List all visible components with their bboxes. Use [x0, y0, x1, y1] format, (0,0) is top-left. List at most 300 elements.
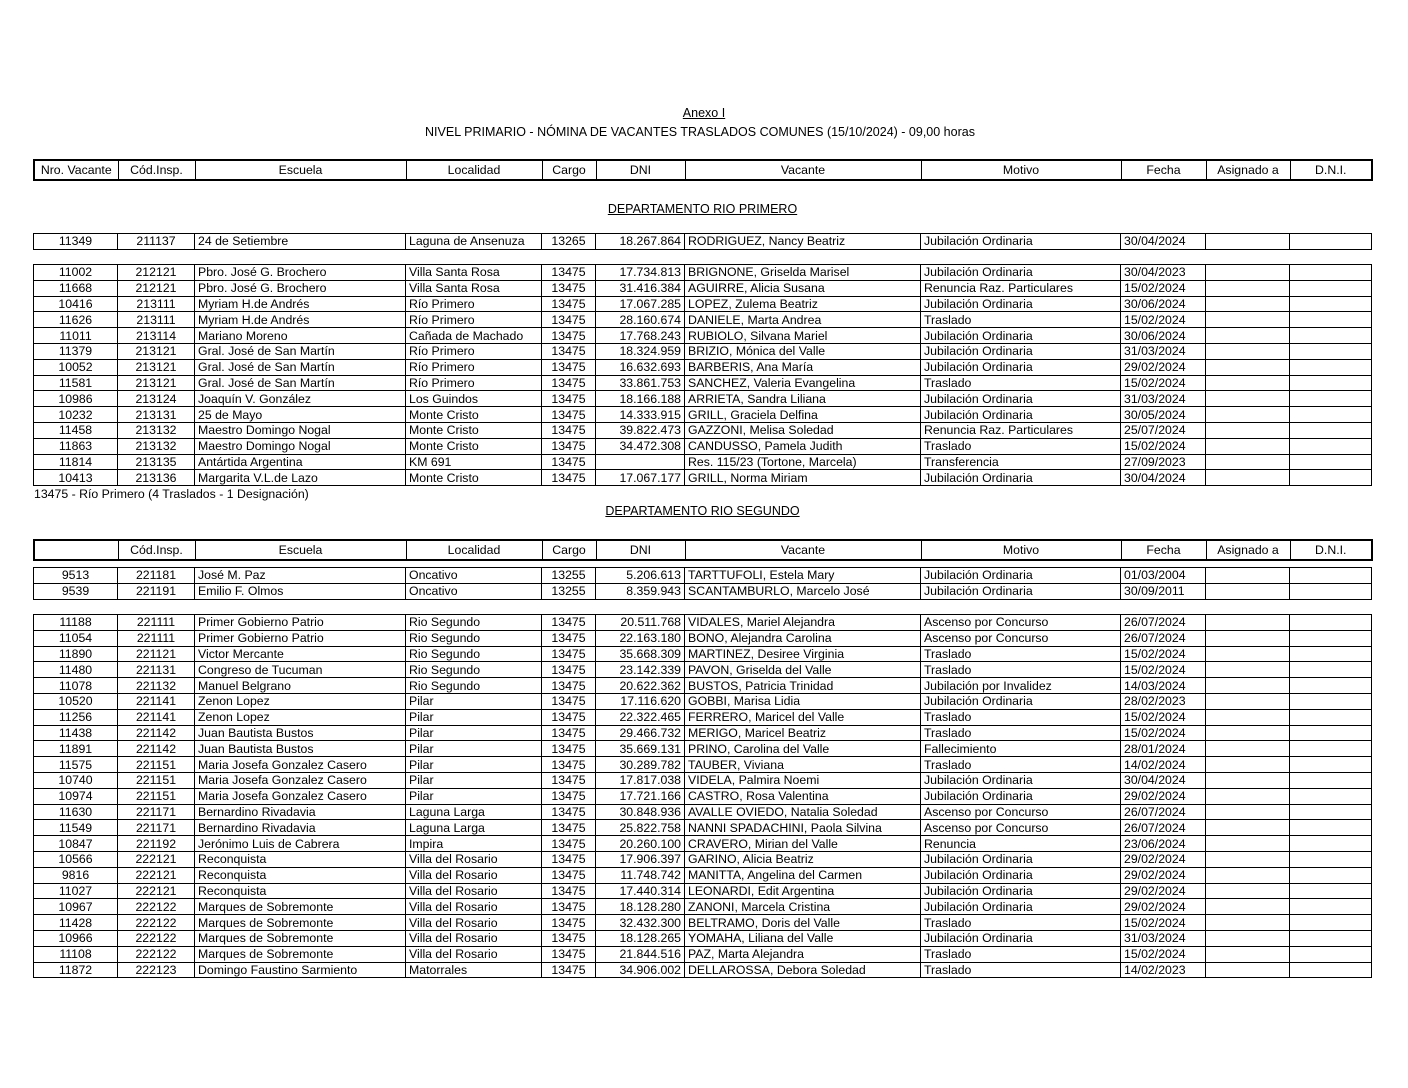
table-row [34, 568, 1372, 584]
column-header-cod-insp: Cód.Insp. [118, 160, 195, 180]
cell-asignado-a [1206, 836, 1290, 852]
cell-motivo: Traslado [921, 646, 1121, 662]
cell-motivo: Jubilación Ordinaria [921, 265, 1121, 281]
cell-motivo: Jubilación Ordinaria [921, 407, 1121, 423]
cell-asignado-a [1206, 930, 1290, 946]
cell-asignado-a [1206, 788, 1290, 804]
cell-fecha: 30/05/2024 [1121, 407, 1206, 423]
cell-asignado-a [1206, 296, 1290, 312]
cell-dni: 23.142.339 [596, 662, 685, 678]
cell-escuela: Juan Bautista Bustos [195, 741, 406, 757]
cell-dni-asignado [1290, 296, 1372, 312]
cell-localidad: Villa Santa Rosa [406, 280, 542, 296]
column-header-dni-asignado: D.N.I. [1290, 160, 1372, 180]
cell-fecha: 01/03/2004 [1121, 568, 1206, 584]
cell-escuela: Reconquista [195, 883, 406, 899]
cell-nro-vacante: 11438 [34, 725, 118, 741]
cell-vacante: PAZ, Marta Alejandra [685, 946, 921, 962]
table-row [34, 343, 1372, 359]
cell-dni: 29.466.732 [596, 725, 685, 741]
cell-dni [596, 454, 685, 470]
table-row [34, 454, 1372, 470]
cell-motivo: Jubilación Ordinaria [921, 788, 1121, 804]
cell-motivo: Traslado [921, 709, 1121, 725]
cell-cargo: 13475 [542, 757, 596, 773]
cell-localidad: Rio Segundo [406, 662, 542, 678]
cell-vacante: ARRIETA, Sandra Liliana [685, 391, 921, 407]
cell-dni-asignado [1290, 615, 1372, 631]
cell-vacante: GRILL, Graciela Delfina [685, 407, 921, 423]
column-header-escuela: Escuela [195, 160, 406, 180]
cell-vacante: BELTRAMO, Doris del Valle [685, 915, 921, 931]
cell-cargo: 13475 [542, 662, 596, 678]
cell-nro-vacante: 11188 [34, 615, 118, 631]
cell-cargo: 13475 [542, 741, 596, 757]
cell-dni: 35.669.131 [596, 741, 685, 757]
column-header-table-2 [33, 539, 1373, 561]
cell-escuela: Mariano Moreno [195, 328, 406, 344]
cell-localidad: Matorrales [406, 962, 542, 978]
cell-dni-asignado [1290, 930, 1372, 946]
table-row [34, 391, 1372, 407]
cell-vacante: GRILL, Norma Miriam [685, 470, 921, 486]
cell-escuela: Myriam H.de Andrés [195, 312, 406, 328]
cell-cargo: 13255 [542, 568, 596, 584]
cell-cargo: 13475 [542, 851, 596, 867]
cell-asignado-a [1206, 741, 1290, 757]
cell-dni-asignado [1290, 883, 1372, 899]
cell-cod-insp: 222123 [118, 962, 195, 978]
table-row [34, 296, 1372, 312]
cell-cargo: 13475 [542, 804, 596, 820]
cell-nro-vacante: 11668 [34, 280, 118, 296]
cell-asignado-a [1206, 709, 1290, 725]
cell-motivo: Ascenso por Concurso [921, 820, 1121, 836]
table-row [34, 470, 1372, 486]
cell-vacante: GARINO, Alicia Beatriz [685, 851, 921, 867]
cell-fecha: 30/04/2024 [1121, 772, 1206, 788]
cell-escuela: Bernardino Rivadavia [195, 804, 406, 820]
cell-nro-vacante: 11549 [34, 820, 118, 836]
cell-escuela: Manuel Belgrano [195, 678, 406, 694]
cell-vacante: SANCHEZ, Valeria Evangelina [685, 375, 921, 391]
cell-cod-insp: 211137 [118, 234, 195, 250]
cell-asignado-a [1206, 234, 1290, 250]
cell-vacante: RODRIGUEZ, Nancy Beatriz [685, 234, 921, 250]
cell-nro-vacante: 10413 [34, 470, 118, 486]
cell-localidad: Rio Segundo [406, 630, 542, 646]
table-row [34, 946, 1372, 962]
cell-localidad: Oncativo [406, 583, 542, 599]
cell-nro-vacante: 10232 [34, 407, 118, 423]
table-row [34, 757, 1372, 773]
cell-nro-vacante: 10847 [34, 836, 118, 852]
column-header-asignado-a: Asignado a [1206, 540, 1290, 560]
cell-motivo: Traslado [921, 915, 1121, 931]
cell-fecha: 29/02/2024 [1121, 883, 1206, 899]
cell-dni-asignado [1290, 851, 1372, 867]
cell-nro-vacante: 10052 [34, 359, 118, 375]
cell-cargo: 13475 [542, 788, 596, 804]
cell-nro-vacante: 10520 [34, 693, 118, 709]
cell-vacante: PAVON, Griselda del Valle [685, 662, 921, 678]
vacancies-table-rio-segundo-group-1 [33, 567, 1372, 600]
cell-dni: 18.128.265 [596, 930, 685, 946]
column-header-cod-insp: Cód.Insp. [118, 540, 195, 560]
cell-motivo: Traslado [921, 312, 1121, 328]
cell-nro-vacante: 11458 [34, 422, 118, 438]
cell-motivo: Jubilación Ordinaria [921, 470, 1121, 486]
cell-motivo: Jubilación Ordinaria [921, 930, 1121, 946]
cell-dni: 20.622.362 [596, 678, 685, 694]
cell-escuela: 24 de Setiembre [195, 234, 406, 250]
cell-dni-asignado [1290, 725, 1372, 741]
cell-dni: 21.844.516 [596, 946, 685, 962]
cell-escuela: Emilio F. Olmos [195, 583, 406, 599]
cell-fecha: 15/02/2024 [1121, 662, 1206, 678]
cell-fecha: 30/06/2024 [1121, 328, 1206, 344]
cell-nro-vacante: 11054 [34, 630, 118, 646]
cell-dni-asignado [1290, 899, 1372, 915]
cell-fecha: 26/07/2024 [1121, 630, 1206, 646]
cell-escuela: Zenon Lopez [195, 709, 406, 725]
cell-dni-asignado [1290, 265, 1372, 281]
cell-cod-insp: 221121 [118, 646, 195, 662]
cell-cargo: 13255 [542, 583, 596, 599]
cell-nro-vacante: 11581 [34, 375, 118, 391]
cell-fecha: 30/09/2011 [1121, 583, 1206, 599]
cell-dni: 30.289.782 [596, 757, 685, 773]
cell-cod-insp: 213121 [118, 343, 195, 359]
cell-localidad: Monte Cristo [406, 470, 542, 486]
cell-cod-insp: 221151 [118, 788, 195, 804]
cell-motivo: Jubilación Ordinaria [921, 328, 1121, 344]
cell-escuela: Congreso de Tucuman [195, 662, 406, 678]
cell-cargo: 13475 [542, 454, 596, 470]
cell-fecha: 26/07/2024 [1121, 820, 1206, 836]
cell-cargo: 13475 [542, 883, 596, 899]
cell-vacante: DELLAROSSA, Debora Soledad [685, 962, 921, 978]
cell-dni: 30.848.936 [596, 804, 685, 820]
cell-dni: 22.322.465 [596, 709, 685, 725]
column-header-localidad: Localidad [406, 540, 542, 560]
table-row [34, 820, 1372, 836]
cell-nro-vacante: 11626 [34, 312, 118, 328]
cell-vacante: GAZZONI, Melisa Soledad [685, 422, 921, 438]
cell-asignado-a [1206, 454, 1290, 470]
cell-vacante: VIDALES, Mariel Alejandra [685, 615, 921, 631]
column-header-nro-vacante: Nro. Vacante [34, 160, 118, 180]
cell-dni: 18.324.959 [596, 343, 685, 359]
cell-fecha: 15/02/2024 [1121, 312, 1206, 328]
cell-localidad: KM 691 [406, 454, 542, 470]
cell-vacante: SCANTAMBURLO, Marcelo José [685, 583, 921, 599]
cell-localidad: Río Primero [406, 312, 542, 328]
department-title-rio-segundo: DEPARTAMENTO RIO SEGUNDO [605, 504, 800, 518]
cell-dni-asignado [1290, 709, 1372, 725]
cell-motivo: Jubilación por Invalidez [921, 678, 1121, 694]
document-title: NIVEL PRIMARIO - NÓMINA DE VACANTES TRASLADOS COMUNES (15/10/2024) - 09,00 horas [425, 125, 975, 139]
cell-nro-vacante: 11379 [34, 343, 118, 359]
cell-localidad: Pilar [406, 693, 542, 709]
cell-cod-insp: 221171 [118, 804, 195, 820]
cell-fecha: 15/02/2024 [1121, 280, 1206, 296]
cell-fecha: 29/02/2024 [1121, 851, 1206, 867]
annex-title: Anexo I [682, 106, 726, 120]
cell-dni-asignado [1290, 375, 1372, 391]
cell-dni-asignado [1290, 359, 1372, 375]
cell-fecha: 25/07/2024 [1121, 422, 1206, 438]
cell-fecha: 15/02/2024 [1121, 438, 1206, 454]
cell-cod-insp: 221142 [118, 725, 195, 741]
cell-asignado-a [1206, 772, 1290, 788]
cell-cod-insp: 212121 [118, 265, 195, 281]
cell-dni-asignado [1290, 234, 1372, 250]
cell-motivo: Ascenso por Concurso [921, 804, 1121, 820]
cell-fecha: 29/02/2024 [1121, 899, 1206, 915]
cell-cod-insp: 222122 [118, 930, 195, 946]
cell-fecha: 28/02/2023 [1121, 693, 1206, 709]
cell-vacante: YOMAHA, Liliana del Valle [685, 930, 921, 946]
cell-localidad: Río Primero [406, 375, 542, 391]
cell-vacante: BRIZIO, Mónica del Valle [685, 343, 921, 359]
cell-localidad: Villa del Rosario [406, 899, 542, 915]
cell-escuela: Maria Josefa Gonzalez Casero [195, 757, 406, 773]
cell-cod-insp: 221151 [118, 757, 195, 773]
table-row [34, 438, 1372, 454]
cell-motivo: Jubilación Ordinaria [921, 851, 1121, 867]
cell-fecha: 31/03/2024 [1121, 343, 1206, 359]
cell-cargo: 13475 [542, 470, 596, 486]
cell-escuela: Domingo Faustino Sarmiento [195, 962, 406, 978]
cell-dni-asignado [1290, 438, 1372, 454]
cell-vacante: LEONARDI, Edit Argentina [685, 883, 921, 899]
cell-cod-insp: 222122 [118, 899, 195, 915]
cell-nro-vacante: 11814 [34, 454, 118, 470]
cell-asignado-a [1206, 391, 1290, 407]
cell-localidad: Villa del Rosario [406, 883, 542, 899]
cell-dni-asignado [1290, 470, 1372, 486]
cell-asignado-a [1206, 804, 1290, 820]
cell-motivo: Jubilación Ordinaria [921, 391, 1121, 407]
cell-vacante: TAUBER, Viviana [685, 757, 921, 773]
cell-dni: 32.432.300 [596, 915, 685, 931]
cell-cargo: 13475 [542, 296, 596, 312]
cell-cargo: 13475 [542, 407, 596, 423]
cell-cargo: 13265 [542, 234, 596, 250]
cell-cod-insp: 222122 [118, 946, 195, 962]
column-header-cargo: Cargo [542, 160, 596, 180]
cell-cargo: 13475 [542, 678, 596, 694]
cell-dni-asignado [1290, 312, 1372, 328]
column-header-vacante: Vacante [685, 540, 921, 560]
cell-cod-insp: 213114 [118, 328, 195, 344]
cell-cargo: 13475 [542, 709, 596, 725]
cell-dni-asignado [1290, 407, 1372, 423]
cell-motivo: Jubilación Ordinaria [921, 772, 1121, 788]
cell-localidad: Pilar [406, 725, 542, 741]
cell-cod-insp: 221111 [118, 630, 195, 646]
cell-cargo: 13475 [542, 820, 596, 836]
cell-vacante: CASTRO, Rosa Valentina [685, 788, 921, 804]
cell-motivo: Ascenso por Concurso [921, 630, 1121, 646]
cell-dni: 5.206.613 [596, 568, 685, 584]
cell-motivo: Renuncia Raz. Particulares [921, 280, 1121, 296]
cell-vacante: NANNI SPADACHINI, Paola Silvina [685, 820, 921, 836]
cell-asignado-a [1206, 407, 1290, 423]
table-row [34, 630, 1372, 646]
cell-vacante: BARBERIS, Ana María [685, 359, 921, 375]
cell-cargo: 13475 [542, 646, 596, 662]
cell-localidad: Pilar [406, 757, 542, 773]
cell-cod-insp: 222121 [118, 851, 195, 867]
cell-localidad: Villa del Rosario [406, 915, 542, 931]
cell-nro-vacante: 10566 [34, 851, 118, 867]
cell-asignado-a [1206, 312, 1290, 328]
cell-cod-insp: 213132 [118, 438, 195, 454]
cell-nro-vacante: 9816 [34, 867, 118, 883]
cell-asignado-a [1206, 375, 1290, 391]
cell-nro-vacante: 9539 [34, 583, 118, 599]
cell-asignado-a [1206, 883, 1290, 899]
cell-vacante: LOPEZ, Zulema Beatriz [685, 296, 921, 312]
cell-cod-insp: 221141 [118, 709, 195, 725]
cell-asignado-a [1206, 820, 1290, 836]
cell-dni-asignado [1290, 422, 1372, 438]
cell-asignado-a [1206, 583, 1290, 599]
cell-vacante: AGUIRRE, Alicia Susana [685, 280, 921, 296]
cell-asignado-a [1206, 630, 1290, 646]
cell-fecha: 15/02/2024 [1121, 915, 1206, 931]
table-row [34, 899, 1372, 915]
cell-cod-insp: 221111 [118, 615, 195, 631]
cell-vacante: AVALLE OVIEDO, Natalia Soledad [685, 804, 921, 820]
cell-dni-asignado [1290, 946, 1372, 962]
cell-nro-vacante: 10967 [34, 899, 118, 915]
cell-dni-asignado [1290, 741, 1372, 757]
cell-localidad: Pilar [406, 741, 542, 757]
cell-asignado-a [1206, 280, 1290, 296]
cell-dni: 17.721.166 [596, 788, 685, 804]
cell-fecha: 14/02/2024 [1121, 757, 1206, 773]
cell-cod-insp: 221151 [118, 772, 195, 788]
cell-nro-vacante: 11891 [34, 741, 118, 757]
table-row [34, 265, 1372, 281]
department-title-rio-primero: DEPARTAMENTO RIO PRIMERO [607, 202, 798, 216]
cell-asignado-a [1206, 962, 1290, 978]
cell-dni: 17.817.038 [596, 772, 685, 788]
cell-localidad: Rio Segundo [406, 646, 542, 662]
table-row [34, 615, 1372, 631]
cell-dni-asignado [1290, 836, 1372, 852]
table-row [34, 312, 1372, 328]
cell-escuela: Maria Josefa Gonzalez Casero [195, 788, 406, 804]
table-row [34, 804, 1372, 820]
cell-escuela: Juan Bautista Bustos [195, 725, 406, 741]
cell-vacante: MANITTA, Angelina del Carmen [685, 867, 921, 883]
table-row [34, 788, 1372, 804]
cell-motivo: Traslado [921, 438, 1121, 454]
cell-nro-vacante: 11575 [34, 757, 118, 773]
cell-localidad: Monte Cristo [406, 422, 542, 438]
cell-asignado-a [1206, 899, 1290, 915]
cell-motivo: Jubilación Ordinaria [921, 296, 1121, 312]
column-header-table-1 [33, 159, 1373, 181]
cell-localidad: Río Primero [406, 359, 542, 375]
table-row [34, 851, 1372, 867]
cell-fecha: 15/02/2024 [1121, 709, 1206, 725]
cell-nro-vacante: 11027 [34, 883, 118, 899]
cell-localidad: Rio Segundo [406, 678, 542, 694]
cell-fecha: 27/09/2023 [1121, 454, 1206, 470]
header-row [34, 540, 1372, 560]
cell-cargo: 13475 [542, 422, 596, 438]
cell-dni-asignado [1290, 678, 1372, 694]
cell-cod-insp: 213132 [118, 422, 195, 438]
cell-dni: 31.416.384 [596, 280, 685, 296]
cell-asignado-a [1206, 359, 1290, 375]
cell-nro-vacante: 11002 [34, 265, 118, 281]
cell-asignado-a [1206, 678, 1290, 694]
cell-fecha: 14/02/2023 [1121, 962, 1206, 978]
cell-cod-insp: 221131 [118, 662, 195, 678]
cell-localidad: Impira [406, 836, 542, 852]
cell-localidad: Pilar [406, 709, 542, 725]
cell-cargo: 13475 [542, 265, 596, 281]
cell-cargo: 13475 [542, 328, 596, 344]
cell-motivo: Renuncia [921, 836, 1121, 852]
cell-dni: 17.734.813 [596, 265, 685, 281]
cell-localidad: Río Primero [406, 343, 542, 359]
cell-cod-insp: 221171 [118, 820, 195, 836]
table-row [34, 962, 1372, 978]
cell-localidad: Monte Cristo [406, 438, 542, 454]
cell-localidad: Pilar [406, 788, 542, 804]
column-header-vacante: Vacante [685, 160, 921, 180]
cell-asignado-a [1206, 343, 1290, 359]
cell-nro-vacante: 10966 [34, 930, 118, 946]
cell-motivo: Traslado [921, 757, 1121, 773]
cell-escuela: Antártida Argentina [195, 454, 406, 470]
cell-nro-vacante: 10416 [34, 296, 118, 312]
cell-asignado-a [1206, 438, 1290, 454]
cell-cod-insp: 221192 [118, 836, 195, 852]
cell-dni: 11.748.742 [596, 867, 685, 883]
cell-cargo: 13475 [542, 725, 596, 741]
cell-motivo: Traslado [921, 946, 1121, 962]
cell-cargo: 13475 [542, 615, 596, 631]
column-header-escuela: Escuela [195, 540, 406, 560]
cell-cod-insp: 213131 [118, 407, 195, 423]
cell-localidad: Villa del Rosario [406, 867, 542, 883]
cell-nro-vacante: 11078 [34, 678, 118, 694]
cell-motivo: Jubilación Ordinaria [921, 343, 1121, 359]
cell-vacante: FERRERO, Maricel del Valle [685, 709, 921, 725]
table-row [34, 662, 1372, 678]
cell-escuela: Margarita V.L.de Lazo [195, 470, 406, 486]
cell-dni: 22.163.180 [596, 630, 685, 646]
cell-dni-asignado [1290, 915, 1372, 931]
cell-cargo: 13475 [542, 630, 596, 646]
cell-escuela: Bernardino Rivadavia [195, 820, 406, 836]
cell-escuela: Maestro Domingo Nogal [195, 438, 406, 454]
cell-dni: 8.359.943 [596, 583, 685, 599]
cell-dni-asignado [1290, 454, 1372, 470]
cell-asignado-a [1206, 915, 1290, 931]
header-row [34, 160, 1372, 180]
cell-localidad: Villa del Rosario [406, 851, 542, 867]
cell-fecha: 28/01/2024 [1121, 741, 1206, 757]
